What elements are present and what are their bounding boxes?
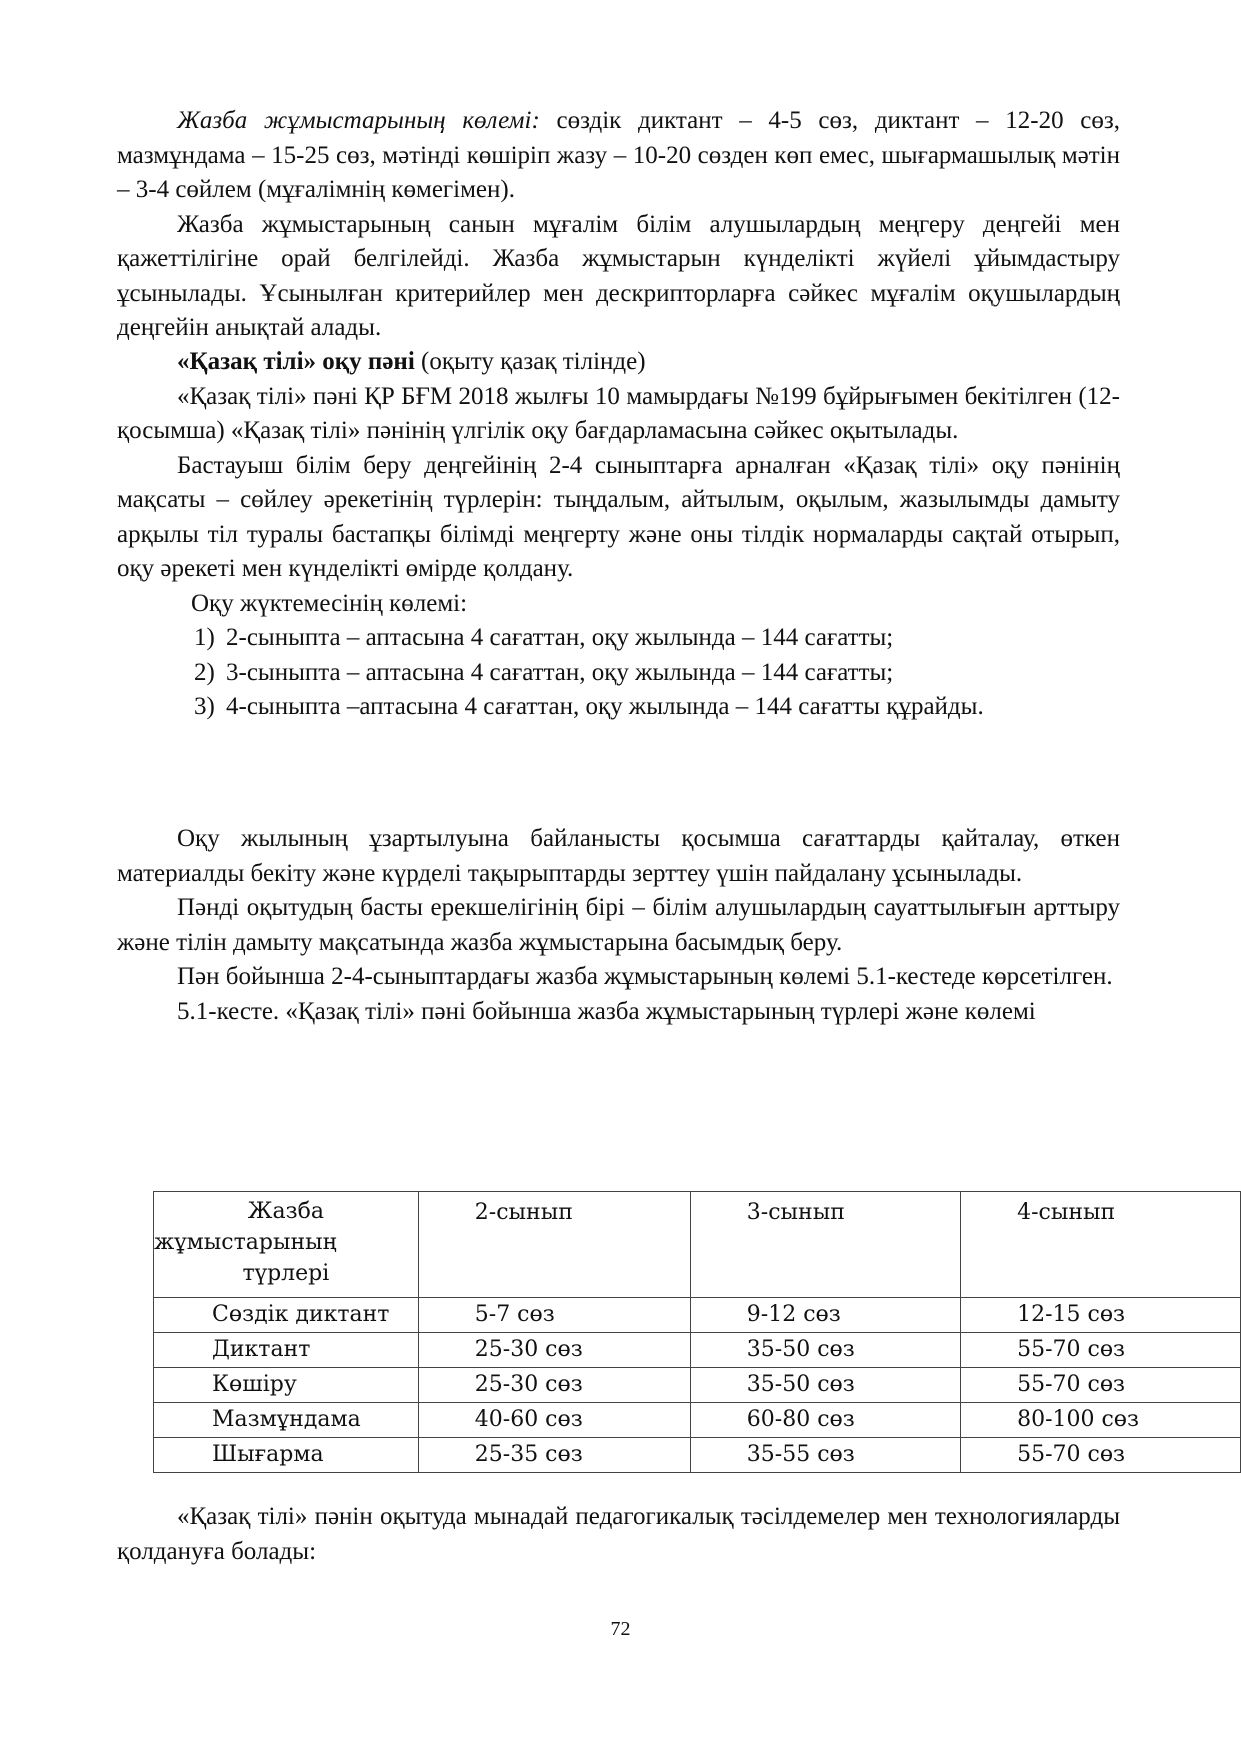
- list-text: 2-сыныпта – аптасына 4 сағаттан, оқу жылында – 144 сағатты;: [226, 624, 894, 651]
- section-heading-title: «Қазақ тілі» оқу пәні: [177, 348, 415, 375]
- closing-block: [117, 1500, 1120, 1569]
- grade-4-cell: 80-100 сөз: [961, 1403, 1241, 1438]
- grade-3-cell: 35-50 сөз: [690, 1333, 960, 1368]
- list-text: 3-сыныпта – аптасына 4 сағаттан, оқу жылында – 144 сағатты;: [226, 658, 894, 686]
- load-list-item: [117, 690, 1120, 725]
- subject-goal-paragraph: Бастауыш білім беру деңгейінің 2-4 сыныптарға арналған «Қазақ тілі» оқу пәнінің мақсаты – сөйлеу әрекетінің түрлерін: тыңдалым, айтылым, оқылым, жазылымды дамыту арқылы тіл туралы бастапқы білімді меңгерту және оны тілдік нормаларды сақтай отырып, оқу әрекеті мен күнделікті өмірде қолдану.: [117, 451, 1120, 582]
- table-reference-paragraph: Пән бойынша 2-4-сыныптардағы жазба жұмыстарының көлемі 5.1-кестеде көрсетілген.: [177, 963, 1113, 990]
- page-number: 72: [610, 1618, 631, 1640]
- subject-intro-paragraph: «Қазақ тілі» пәні ҚР БҒМ 2018 жылғы 10 мамырдағы №199 бұйрығымен бекітілген (12-қосымша) «Қазақ тілі» пәнінің үлгілік оқу бағдарламасына сәйкес оқытылады.: [117, 382, 1120, 444]
- table-row: [154, 1368, 1241, 1403]
- grade-2-cell: 25-35 сөз: [418, 1438, 690, 1473]
- load-list-item: [117, 621, 1120, 656]
- grade-4-cell: 55-70 сөз: [961, 1333, 1241, 1368]
- grade-3-cell: 60-80 сөз: [690, 1403, 960, 1438]
- feature-paragraph: Пәнді оқытудың басты ерекшелігінің бірі – білім алушылардың сауаттылығын арттыру және тілін дамыту мақсатында жазба жұмыстарына басымдық беру.: [117, 894, 1120, 956]
- grade-2-cell: 40-60 сөз: [418, 1403, 690, 1438]
- section-block: [117, 345, 1120, 725]
- table-row: [154, 1438, 1241, 1473]
- table-caption: 5.1-кесте. «Қазақ тілі» пәні бойынша жазба жұмыстарының түрлері және көлемі: [177, 997, 1036, 1025]
- grade-3-cell: 35-55 сөз: [690, 1438, 960, 1473]
- row-type-cell: Диктант: [154, 1333, 419, 1368]
- writing-volume-lead: Жазба жұмыстарының көлемі:: [177, 107, 540, 134]
- header-cell-type: [154, 1192, 419, 1298]
- row-type-cell: Шығарма: [154, 1438, 419, 1473]
- grade-2-cell: 25-30 сөз: [418, 1368, 690, 1403]
- grade-4-cell: 55-70 сөз: [961, 1368, 1241, 1403]
- writing-volume-paragraph: [117, 104, 1120, 208]
- section-heading: [117, 345, 1120, 380]
- extra-hours-paragraph: Оқу жылының ұзартылуына байланысты қосымша сағаттарды қайталау, өткен материалды бекіту және күрделі тақырыптарды зерттеу үшін пайдалану ұсынылады.: [117, 825, 1120, 887]
- grade-4-cell: 12-15 сөз: [961, 1298, 1241, 1333]
- header-cell-grade-4: 4-сынып: [961, 1192, 1241, 1298]
- writing-count-paragraph: Жазба жұмыстарының санын мұғалім білім алушылардың меңгеру деңгейі мен қажеттілігіне орай белгілейді. Жазба жұмыстарын күнделікті жүйелі ұйымдастыру ұсынылады. Ұсынылған критерийлер мен дескрипторларға сәйкес мұғалім оқушылардың деңгейін анықтай алады.: [117, 210, 1120, 341]
- row-type-cell: Мазмұндама: [154, 1403, 419, 1438]
- section-heading-note: (оқыту қазақ тілінде): [414, 348, 646, 375]
- header-type-line: жұмыстарының: [154, 1230, 337, 1255]
- list-number: 1): [194, 624, 215, 651]
- header-type-line: Жазба: [247, 1199, 324, 1224]
- list-number: 2): [194, 658, 215, 686]
- table-row: [154, 1403, 1241, 1438]
- header-cell-grade-3: 3-сынып: [690, 1192, 960, 1298]
- grade-3-cell: 9-12 сөз: [690, 1298, 960, 1333]
- table-row: [154, 1298, 1241, 1333]
- row-type-cell: Көшіру: [154, 1368, 419, 1403]
- header-cell-grade-2: 2-сынып: [418, 1192, 690, 1298]
- table-row: [154, 1333, 1241, 1368]
- load-list-item: [117, 656, 1120, 691]
- grade-4-cell: 55-70 сөз: [961, 1438, 1241, 1473]
- writing-volume-text: сөздік диктант – 4-5 сөз, диктант – 12-20 сөз, мазмұндама – 15-25 сөз, мәтінді көшіріп жазу – 10-20 сөзден көп емес, шығармашылық мәтін – 3-4 сөйлем (мұғалімнің көмегімен).: [117, 107, 1120, 203]
- grade-2-cell: 25-30 сөз: [418, 1333, 690, 1368]
- table-header-row: [154, 1192, 1241, 1298]
- row-type-cell: Сөздік диктант: [154, 1298, 419, 1333]
- grade-2-cell: 5-7 сөз: [418, 1298, 690, 1333]
- methods-paragraph: «Қазақ тілі» пәнін оқытуда мынадай педагогикалық тәсілдемелер мен технологияларды қолдануға болады:: [117, 1503, 1120, 1565]
- section-block-2: [117, 822, 1120, 1029]
- grade-3-cell: 35-50 сөз: [690, 1368, 960, 1403]
- table-container: [153, 1191, 1241, 1473]
- load-volume-intro: Оқу жүктемесінің көлемі:: [191, 589, 468, 617]
- list-number: 3): [194, 693, 215, 720]
- list-text: 4-сыныпта –аптасына 4 сағаттан, оқу жылында – 144 сағатты құрайды.: [226, 693, 984, 720]
- top-text-block: [117, 104, 1120, 346]
- header-type-line: түрлері: [242, 1261, 330, 1286]
- writing-volume-table: [153, 1191, 1241, 1473]
